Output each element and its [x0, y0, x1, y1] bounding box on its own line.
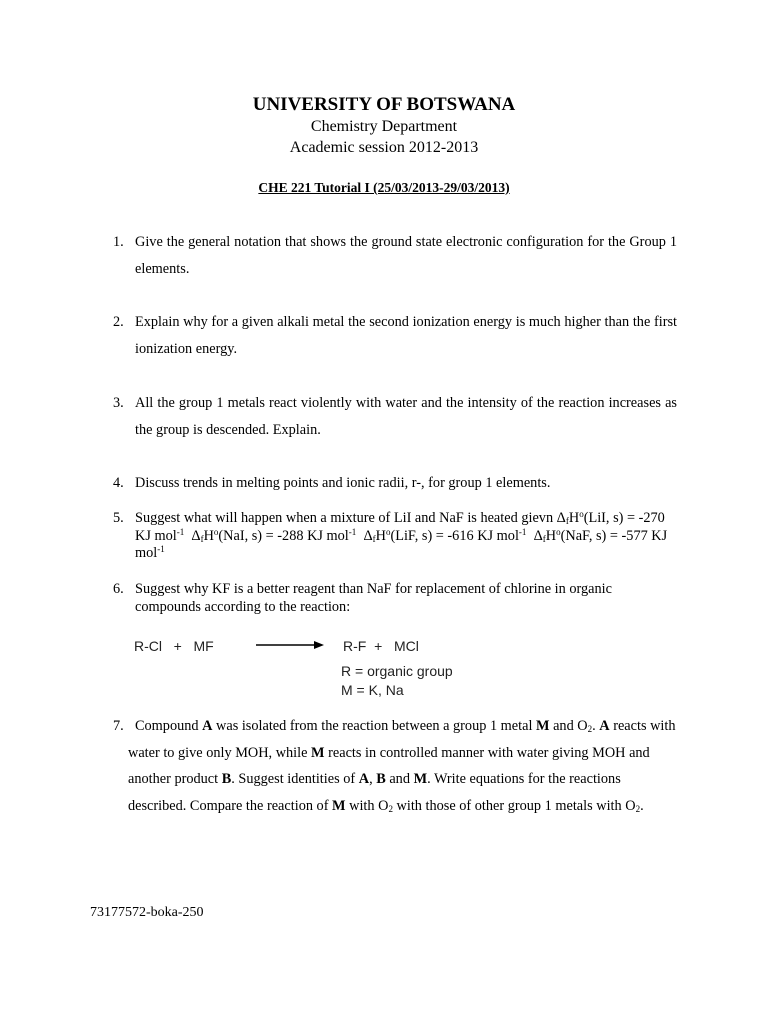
reaction-arrow-icon [256, 640, 326, 650]
question-number: 3. [113, 395, 124, 411]
question-text: Suggest why KF is a better reagent than NaF for replacement of chlorine in organic compounds according to the reaction: [135, 581, 612, 615]
question-text: Compound A was isolated from the reaction between a group 1 metal M and $O_2$. A reacts with water to give only MOH, while M reacts in controlled manner with water giving MOH and another product B. Suggest identities of A, B and M. Write equations for the reactions described. Compare the reaction of M with $O_2$ with those of other group 1 metals with $O_2$. [128, 718, 676, 814]
department-name: Chemistry Department [310, 118, 458, 135]
academic-session: Academic session 2012-2013 [289, 139, 479, 156]
question-number: 7. [113, 718, 124, 734]
reaction-note-r: R = organic group [341, 663, 453, 679]
university-title: UNIVERSITY OF BOTSWANA [252, 94, 516, 115]
question-text: All the group 1 metals react violently with water and the intensity of the reaction increases as the group is descended. Explain. [135, 395, 677, 438]
reaction-reactants: R-Cl + MF [134, 638, 214, 654]
reaction-products: R-F + MCl [343, 638, 419, 654]
document-footer-id: 73177572-boka-250 [90, 905, 204, 920]
question-text: Give the general notation that shows the ground state electronic configuration for the Group 1 elements. [135, 234, 677, 277]
question-text: Explain why for a given alkali metal the second ionization energy is much higher than the first ionization energy. [135, 314, 677, 357]
question-number: 5. [113, 510, 124, 526]
question-number: 1. [113, 234, 124, 250]
question-number: 4. [113, 475, 124, 491]
tutorial-title: CHE 221 Tutorial I (25/03/2013-29/03/2013) [258, 180, 510, 195]
question-text: Suggest what will happen when a mixture of LiI and NaF is heated gievn $\Delta_fH^o(LiI$, s) = -270 KJ mol$^{-1}$ $\Delta_fH^o(NaI$, s) = -288 KJ mol$^{-1}$ $\Delta_fH^o(LiF$, s) = -616 KJ mol$^{-1}$ $\Delta_fH^o(NaF$, s) = -577 KJ mol$^{-1}$ [135, 509, 668, 561]
question-number: 6. [113, 581, 124, 597]
question-text: Discuss trends in melting points and ionic radii, r-, for group 1 elements. [135, 475, 551, 491]
reaction-note-m: M = K, Na [341, 682, 404, 698]
question-number: 2. [113, 314, 124, 330]
